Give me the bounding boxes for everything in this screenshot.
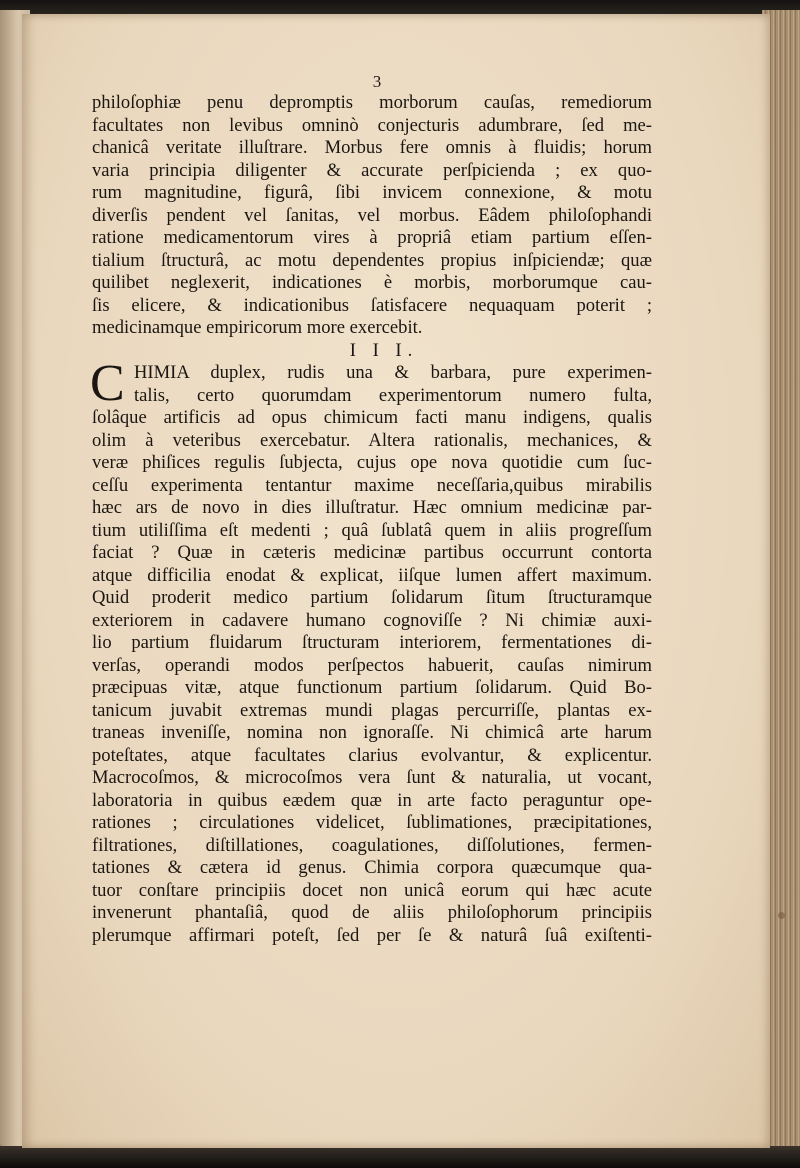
text-line: laboratoria in quibus eædem quæ in arte facto peraguntur ope- bbox=[92, 789, 652, 811]
text-line: præcipuas vitæ, atque functionum partium ſolidarum. Quid Bo- bbox=[92, 677, 652, 698]
text-line: ceſſu experimenta tentantur maxime neceſſaria,quibus mirabilis bbox=[92, 474, 652, 496]
text-line: diverſis pendent vel ſanitas, vel morbus. Eâdem philoſophandi bbox=[92, 204, 652, 226]
text-line: rum magnitudine, figurâ, ſibi invicem connexione, & motu bbox=[92, 182, 652, 203]
text-line: atque difficilia enodat & explicat, iiſque lumen affert maximum. bbox=[92, 564, 652, 586]
text-line: traneas inveniſſe, nomina non ignoraſſe. Ni chimicâ arte harum bbox=[92, 722, 652, 743]
text-line: ratione medicamentorum vires à propriâ etiam partium eſſen- bbox=[92, 227, 652, 248]
text-line: Quid proderit medico partium ſolidarum ſitum ſtructuramque bbox=[92, 587, 652, 608]
text-line: tuor conſtare principiis docet non unicâ eorum qui hæc acute bbox=[92, 879, 652, 901]
text-line: varia principia diligenter & accurate perſpicienda ; ex quo- bbox=[92, 159, 652, 181]
text-line: quilibet neglexerit, indicationes è morbis, morborumque cau- bbox=[92, 272, 652, 293]
page-text bbox=[92, 92, 652, 947]
text-line: tationes & cætera id genus. Chimia corpora quæcumque qua- bbox=[92, 857, 652, 878]
text-line: verſas, operandi modos perſpectos habuerit, cauſas nimirum bbox=[92, 654, 652, 676]
text-line: tium utiliſſima eſt medenti ; quâ ſublatâ quem in aliis progreſſum bbox=[92, 519, 652, 541]
text-line: tialium ſtructurâ, ac motu dependentes propius inſpiciendæ; quæ bbox=[92, 249, 652, 271]
text-line: plerumque affirmari poteſt, ſed per ſe & naturâ ſuâ exiſtenti- bbox=[92, 924, 652, 946]
text-line: talis, certo quorumdam experimentorum numero fulta, bbox=[134, 384, 652, 406]
text-line: poteſtates, atque facultates clarius evolvantur, & explicentur. bbox=[92, 744, 652, 766]
text-line: invenerunt phantaſiâ, quod de aliis philoſophorum principiis bbox=[92, 902, 652, 923]
text-line: hæc ars de novo in dies illuſtratur. Hæc omnium medicinæ par- bbox=[92, 497, 652, 518]
text-line: lio partium fluidarum ſtructuram interiorem, fermentationes di- bbox=[92, 632, 652, 653]
text-line: rationes ; circulationes videlicet, ſublimationes, præcipitationes, bbox=[92, 812, 652, 833]
text-line: Macrocoſmos, & microcoſmos vera ſunt & naturalia, ut vocant, bbox=[92, 767, 652, 788]
text-line: exteriorem in cadavere humano cognoviſſe ? Ni chimiæ auxi- bbox=[92, 609, 652, 631]
text-line: faciat ? Quæ in cæteris medicinæ partibus occurrunt contorta bbox=[92, 542, 652, 563]
ink-spot bbox=[778, 912, 785, 919]
page-number: 3 bbox=[372, 72, 382, 91]
text-line: medicinamque empiricorum more exercebit. bbox=[92, 317, 423, 338]
section-heading: I I I. bbox=[349, 339, 419, 361]
book-page bbox=[22, 14, 770, 1148]
drop-cap: C bbox=[90, 355, 125, 412]
text-line: ſolâque artificis ad opus chimicum facti manu indigens, qualis bbox=[92, 407, 652, 428]
text-line: ſis elicere, & indicationibus ſatisfacere nequaquam poterit ; bbox=[92, 294, 652, 316]
text-line: tanicum juvabit extremas mundi plagas percurriſſe, plantas ex- bbox=[92, 699, 652, 721]
text-line: HIMIA duplex, rudis una & barbara, pure experimen- bbox=[134, 362, 652, 383]
text-line: olim à veteribus exercebatur. Altera rationalis, mechanices, & bbox=[92, 429, 652, 451]
text-line: veræ phiſices regulis ſubjecta, cujus ope nova quotidie cum ſuc- bbox=[92, 452, 652, 473]
text-line: philoſophiæ penu depromptis morborum cauſas, remediorum bbox=[92, 92, 652, 113]
text-line: filtrationes, diſtillationes, coagulationes, diſſolutiones, fermen- bbox=[92, 834, 652, 856]
text-line: facultates non levibus omninò conjecturis adumbrare, ſed me- bbox=[92, 114, 652, 136]
text-line: chanicâ veritate illuſtrare. Morbus fere omnis à fluidis; horum bbox=[92, 137, 652, 158]
book-bottom-edge bbox=[0, 1146, 800, 1168]
